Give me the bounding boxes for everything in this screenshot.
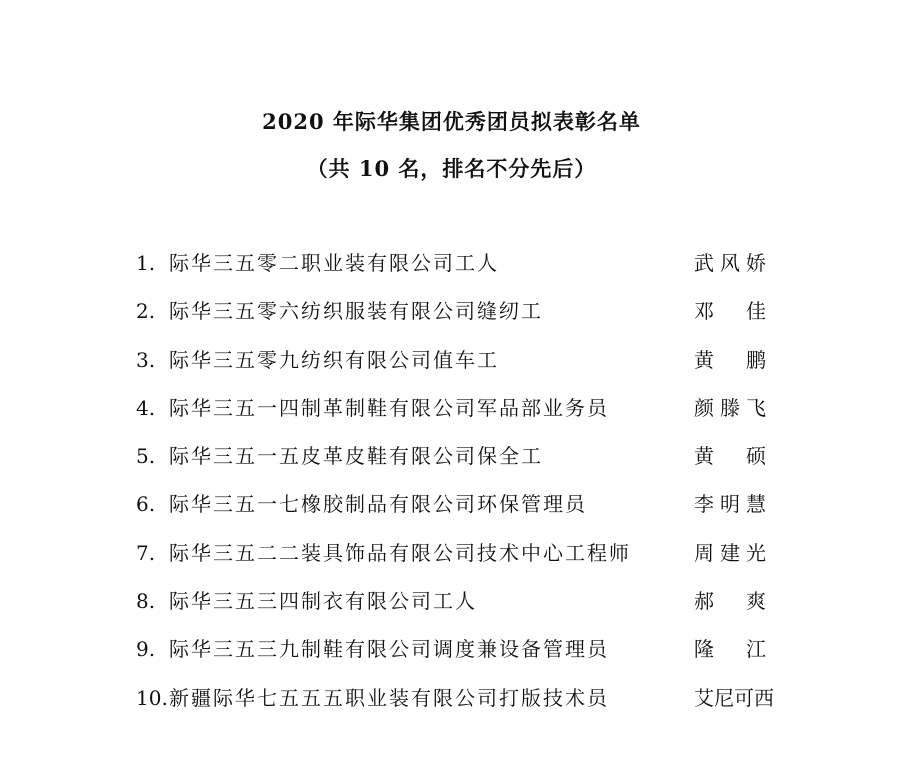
item-number: 2.	[136, 299, 156, 324]
item-name: 艾尼可西	[694, 685, 774, 710]
item-description: 际华三五零九纺织有限公司值车工	[169, 347, 499, 372]
item-description: 际华三五零二职业装有限公司工人	[169, 251, 499, 275]
list-item	[136, 248, 776, 296]
item-name: 邓 佳	[694, 299, 766, 324]
item-description: 际华三五三九制鞋有限公司调度兼设备管理员	[169, 637, 609, 662]
item-name: 武风娇	[694, 251, 766, 275]
item-name: 郝 爽	[694, 589, 766, 614]
item-description: 际华三五二二装具饰品有限公司技术中心工程师	[169, 540, 631, 565]
item-number: 6.	[136, 492, 156, 517]
item-number: 8.	[136, 589, 156, 614]
item-number: 9.	[136, 637, 156, 662]
list-item	[136, 441, 776, 489]
item-number: 10.	[136, 685, 168, 710]
item-name: 黄 鹏	[694, 347, 766, 372]
item-number: 3.	[136, 347, 156, 372]
list-item	[136, 296, 776, 344]
list-item	[136, 634, 776, 682]
item-number: 1.	[136, 251, 156, 275]
list-item	[136, 393, 776, 441]
item-description: 际华三五一四制革制鞋有限公司军品部业务员	[169, 395, 609, 420]
document-subtitle: （共 10 名，排名不分先后）	[306, 156, 597, 181]
list-item	[136, 489, 776, 537]
item-number: 4.	[136, 395, 156, 420]
list-item	[136, 683, 776, 731]
item-description: 际华三五一七橡胶制品有限公司环保管理员	[169, 492, 587, 517]
list-item	[136, 345, 776, 393]
item-description: 际华三五三四制衣有限公司工人	[169, 589, 477, 614]
item-number: 5.	[136, 444, 156, 469]
item-description: 际华三五零六纺织服装有限公司缝纫工	[169, 299, 543, 324]
item-number: 7.	[136, 540, 156, 565]
item-name: 李明慧	[694, 492, 766, 517]
item-name: 隆 江	[694, 637, 766, 662]
item-name: 黄 硕	[694, 444, 766, 469]
item-description: 际华三五一五皮革皮鞋有限公司保全工	[169, 444, 543, 469]
item-description: 新疆际华七五五五职业装有限公司打版技术员	[169, 685, 609, 710]
list-item	[136, 586, 776, 634]
document-title: 2020 年际华集团优秀团员拟表彰名单	[262, 109, 641, 134]
item-name: 颜滕飞	[694, 395, 766, 420]
list-item	[136, 538, 776, 586]
item-name: 周建光	[694, 540, 766, 565]
honoree-list	[136, 248, 776, 731]
